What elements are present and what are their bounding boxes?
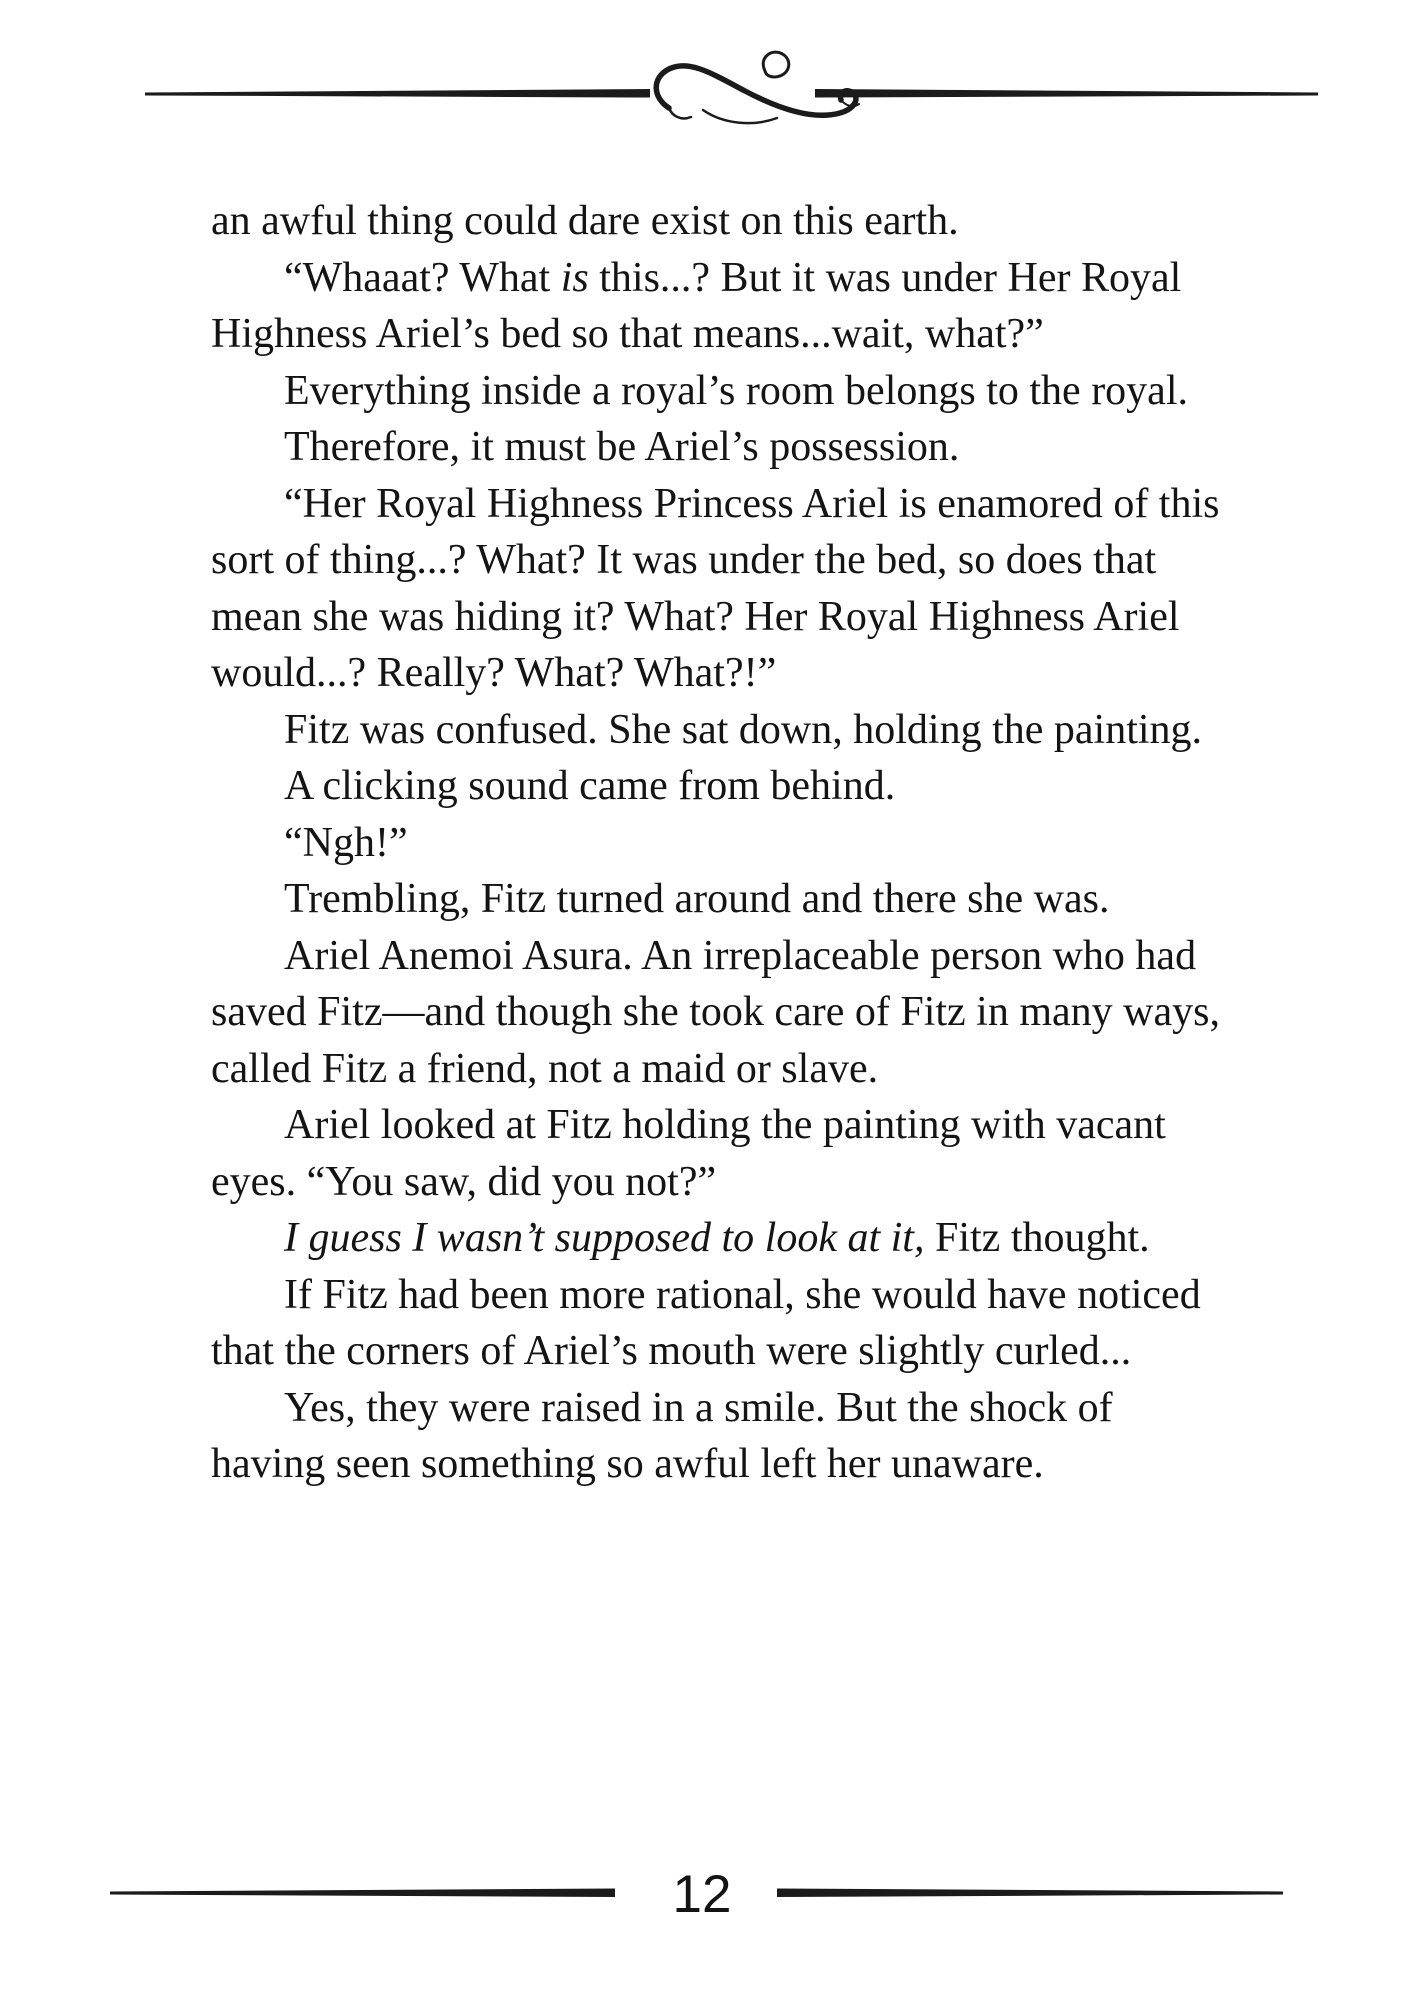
ornamental-divider bbox=[145, 52, 1318, 123]
paragraph bbox=[211, 871, 1227, 928]
paragraph bbox=[211, 363, 1227, 420]
paragraph bbox=[211, 419, 1227, 476]
text-run: Everything inside a royal’s room belongs to the royal. bbox=[284, 367, 1188, 414]
paragraph bbox=[211, 758, 1227, 815]
paragraph bbox=[211, 1380, 1227, 1493]
divider-right-rule bbox=[815, 89, 1318, 98]
paragraph bbox=[211, 250, 1227, 363]
italic-text-run: is bbox=[560, 254, 589, 301]
text-run: “Ngh!” bbox=[284, 819, 408, 866]
text-run: Fitz was confused. She sat down, holding the painting. bbox=[284, 706, 1203, 753]
text-run: an awful thing could dare exist on this earth. bbox=[211, 198, 959, 244]
paragraph bbox=[211, 1267, 1227, 1380]
text-run: Yes, they were raised in a smile. But the shock of having seen something so awful left her unaware. bbox=[211, 1384, 1113, 1487]
text-run: If Fitz had been more rational, she would have noticed that the corners of Ariel’s mouth were slightly curled... bbox=[211, 1271, 1201, 1374]
body-text bbox=[211, 193, 1227, 1493]
paragraph bbox=[211, 815, 1227, 872]
divider-left-rule bbox=[145, 89, 650, 98]
text-run: “Her Royal Highness Princess Ariel is enamored of this sort of thing...? What? It was under the bed, so does that mean she was hiding it? What? Her Royal Highness Ariel would...? Really? What? What?!” bbox=[211, 480, 1220, 696]
page-number: 12 bbox=[672, 1865, 732, 1924]
paragraph bbox=[211, 476, 1227, 702]
calligraphic-flourish-icon bbox=[656, 52, 859, 123]
text-run: “Whaaat? What bbox=[284, 254, 561, 301]
text-run: Therefore, it must be Ariel’s possession. bbox=[284, 424, 960, 470]
text-run: Fitz thought. bbox=[924, 1215, 1150, 1261]
paragraph bbox=[211, 1097, 1227, 1210]
text-run: Ariel Anemoi Asura. An irreplaceable person who had saved Fitz—and though she took care of Fitz in many ways, called Fitz a friend, not a maid or slave. bbox=[211, 932, 1220, 1092]
text-run: Trembling, Fitz turned around and there she was. bbox=[284, 876, 1110, 922]
paragraph bbox=[211, 702, 1227, 759]
paragraph bbox=[211, 1210, 1227, 1267]
text-run: Ariel looked at Fitz holding the painting with vacant eyes. “You saw, did you not?” bbox=[211, 1102, 1166, 1205]
paragraph bbox=[211, 928, 1227, 1098]
text-run: this...? But it was under Her Royal Highness Ariel’s bed so that means...wait, what?” bbox=[211, 254, 1182, 357]
paragraph bbox=[211, 193, 1227, 250]
text-run: A clicking sound came from behind. bbox=[284, 763, 896, 809]
italic-text-run: I guess I wasn’t supposed to look at it, bbox=[284, 1215, 925, 1261]
